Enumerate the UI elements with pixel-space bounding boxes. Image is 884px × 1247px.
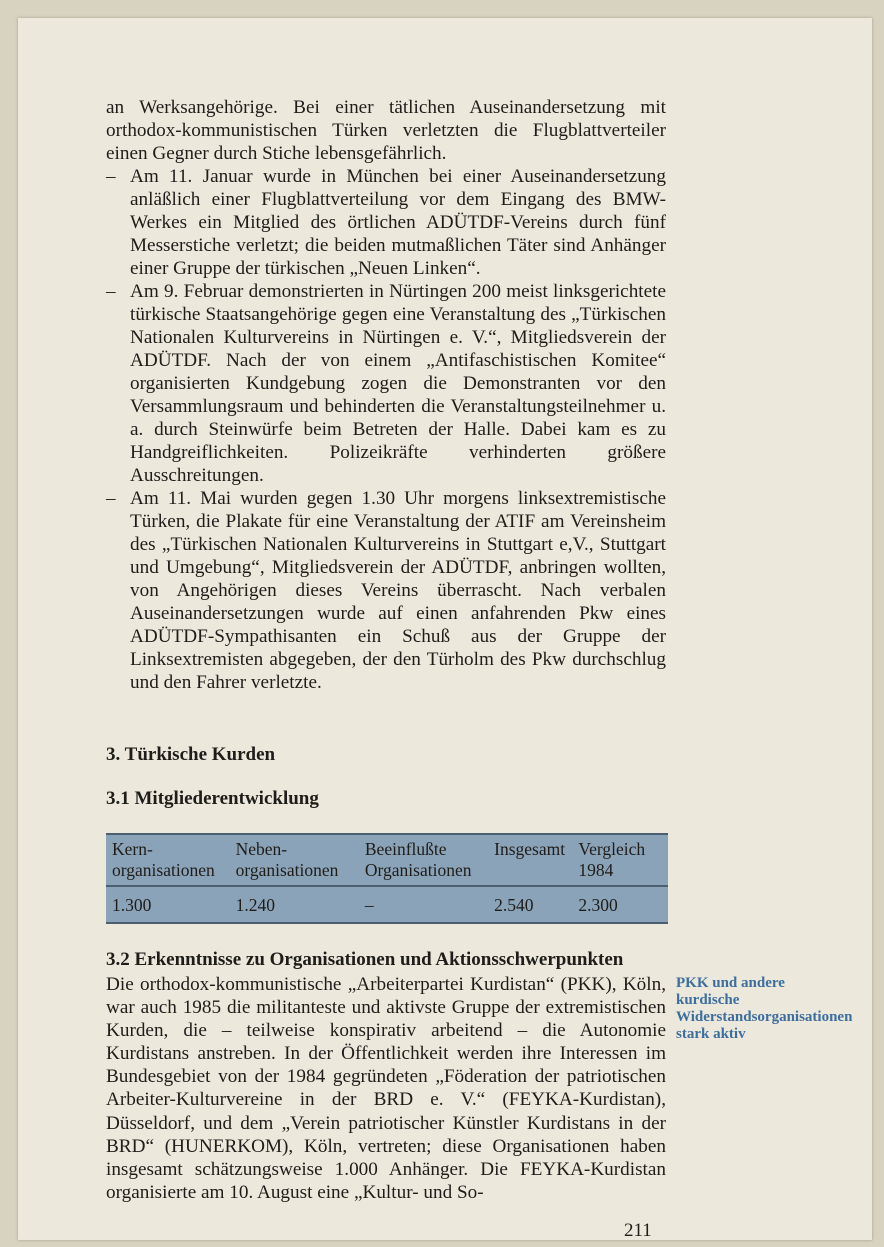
table-cell: – <box>364 895 374 915</box>
document-page <box>18 18 872 1240</box>
header-text: Beeinflußte Organisationen <box>364 839 472 880</box>
table-cell: 2.540 <box>494 895 534 915</box>
header-beeinflusst <box>359 835 488 886</box>
table-cell: 2.300 <box>578 895 618 915</box>
section-32-heading: 3.2 Erkenntnisse zu Organisationen und Aktionsschwerpunkten <box>106 949 624 970</box>
section-31-heading: 3.1 Mitgliederentwicklung <box>106 788 319 809</box>
header-text: Insgesamt <box>494 839 566 859</box>
header-vergleich <box>572 835 668 886</box>
bullet-item-1 <box>106 165 666 280</box>
table-cell: 1.300 <box>112 895 152 915</box>
bullet-text: Am 9. Februar demonstrierten in Nürtingen 200 meist linksgerichtete türkische Staatsangehörige gegen eine Veranstaltung des „Türkischen Nationalen Kulturvereins in Nürtingen e. V.“, Mitgliedsverein der ADÜTDF. Nach der von einem „Antifaschistischen Komitee“ organisierten Kundgebung zogen die Demonstranten vor den Versammlungsraum und behinderten die Veranstaltungsteilnehmer u. a. durch Steinwürfe beim Betreten der Halle. Dabei kam es zu Handgreiflichkeiten. Polizeikräfte verhinderten größere Ausschreitungen. <box>130 281 666 486</box>
header-text: Kern- organisationen <box>112 839 215 880</box>
membership-table <box>106 833 668 924</box>
margin-note: PKK und andere kurdische Widerstandsorganisationen stark aktiv <box>676 975 853 1042</box>
header-text: Vergleich 1984 <box>578 839 646 880</box>
page-number: 211 <box>624 1220 652 1241</box>
bullet-item-3 <box>106 487 666 694</box>
section-32-paragraph: Die orthodox-kommunistische „Arbeiterpartei Kurdistan“ (PKK), Köln, war auch 1985 die militanteste und aktivste Gruppe der extremistischen Kurden, die – teilweise konspirativ arbeitend – die Autonomie Kurdistans anstreben. In der Öffentlichkeit werden ihre Interessen im Bundesgebiet von der 1984 gegründeten „Föderation der patriotischen Arbeiter-Kulturvereine in der BRD e. V.“ (FEYKA-Kurdistan), Düsseldorf, und dem „Verein patriotischer Künstler Kurdistans in der BRD“ (HUNERKOM), Köln, vertreten; diese Organisationen haben insgesamt schätzungsweise 1.000 Anhänger. Die FEYKA-Kurdistan organisierte am 10. August eine „Kultur- und So- <box>106 974 666 1203</box>
bullet-dash: – <box>106 281 116 302</box>
intro-paragraph: an Werksangehörige. Bei einer tätlichen Auseinandersetzung mit orthodox-kommunistischen Türken verletzten die Flugblattverteiler einen Gegner durch Stiche lebensgefährlich. <box>106 97 666 164</box>
bullet-text: Am 11. Januar wurde in München bei einer Auseinandersetzung anläßlich einer Flugblattverteilung vor dem Eingang des BMW-Werkes ein Mitglied des örtlichen ADÜTDF-Vereins durch fünf Messerstiche verletzt; die beiden mutmaßlichen Täter sind Anhänger einer Gruppe der türkischen „Neuen Linken“. <box>130 166 666 279</box>
body-text <box>106 96 666 694</box>
bullet-item-2 <box>106 280 666 487</box>
bullet-dash: – <box>106 488 116 509</box>
bullet-dash: – <box>106 166 116 187</box>
bullet-text: Am 11. Mai wurden gegen 1.30 Uhr morgens linksextremistische Türken, die Plakate für eine Veranstaltung der ATIF am Vereinsheim des „Türkischen Nationalen Kulturvereins in Stuttgart e,V., Stuttgart und Umgebung“, Mitgliedsverein der ADÜTDF, anbringen wollten, von Angehörigen dieses Vereins überrascht. Nach verbalen Auseinandersetzungen wurde auf einen anfahrenden Pkw eines ADÜTDF-Sympathisanten ein Schuß aus der Gruppe der Linksextremisten abgegeben, der den Türholm des Pkw durchschlug und den Fahrer verletzte. <box>130 488 666 693</box>
table-header-row <box>106 835 668 886</box>
header-kern <box>106 835 230 886</box>
section-3-heading: 3. Türkische Kurden <box>106 744 276 765</box>
header-text: Neben- organisationen <box>235 839 339 880</box>
table-cell: 1.240 <box>235 895 275 915</box>
header-insgesamt <box>488 835 572 886</box>
header-neben <box>230 835 359 886</box>
table-row <box>106 886 668 922</box>
